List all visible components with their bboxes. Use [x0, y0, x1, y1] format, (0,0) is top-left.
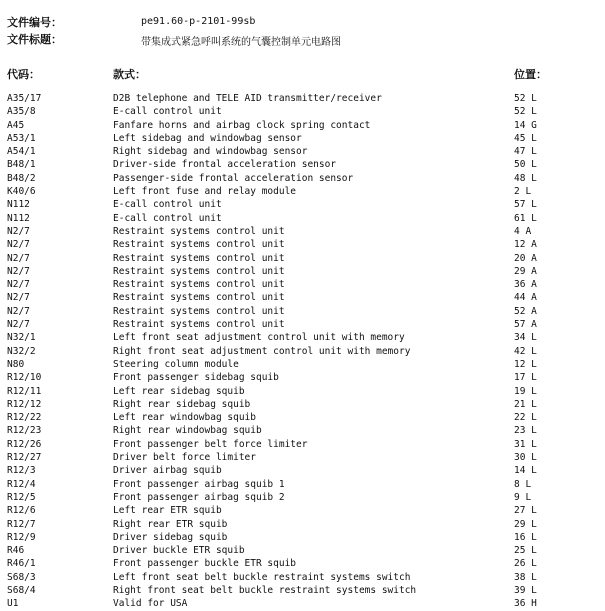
- component-code: A53/1: [7, 132, 36, 144]
- component-code: A35/17: [7, 93, 42, 104]
- component-location: 14 L: [514, 465, 537, 477]
- component-description: Right rear sidebag squib: [113, 398, 251, 410]
- component-code: A54/1: [7, 146, 36, 158]
- table-row: [0, 518, 605, 531]
- component-location: 27 L: [514, 505, 537, 517]
- table-row: [0, 291, 605, 304]
- component-location: 14 G: [514, 119, 537, 131]
- header-code: 代码：: [7, 68, 40, 81]
- table-row: [0, 305, 605, 318]
- component-location: 29 A: [514, 265, 537, 277]
- component-code: N2/7: [7, 225, 30, 237]
- component-location: 34 L: [514, 332, 537, 344]
- table-row: [0, 358, 605, 371]
- component-location: 8 L: [514, 478, 532, 490]
- table-row: [0, 158, 605, 171]
- table-row: [0, 225, 605, 238]
- component-location: 20 A: [514, 252, 537, 264]
- component-code: N32/2: [7, 345, 36, 357]
- table-row: [0, 557, 605, 570]
- component-code: N80: [7, 358, 25, 370]
- component-code: R12/10: [7, 372, 42, 384]
- component-location: 31 L: [514, 438, 537, 450]
- table-row: [0, 584, 605, 597]
- component-description: Restraint systems control unit: [113, 239, 285, 251]
- component-code: N112: [7, 212, 30, 224]
- header-loc: 位置：: [514, 68, 547, 81]
- component-code: N2/7: [7, 319, 30, 331]
- component-code: R12/27: [7, 452, 42, 464]
- component-location: 57 A: [514, 319, 537, 331]
- table-row: [0, 119, 605, 132]
- component-location: 50 L: [514, 159, 537, 171]
- table-row: [0, 571, 605, 584]
- component-code: N112: [7, 199, 30, 211]
- component-description: Right rear ETR squib: [113, 518, 228, 530]
- table-row: [0, 172, 605, 185]
- component-location: 36 A: [514, 279, 537, 291]
- table-row: [0, 345, 605, 358]
- component-description: Front passenger sidebag squib: [113, 372, 279, 384]
- component-description: Front passenger airbag squib 1: [113, 478, 285, 490]
- component-description: Restraint systems control unit: [113, 225, 285, 237]
- component-description: E-call control unit: [113, 212, 222, 224]
- component-location: 26 L: [514, 558, 537, 570]
- component-location: 30 L: [514, 452, 537, 464]
- table-row: [0, 451, 605, 464]
- component-description: Right front seat belt buckle restraint systems switch: [113, 584, 417, 596]
- component-description: Left rear sidebag squib: [113, 385, 245, 397]
- component-location: 44 A: [514, 292, 537, 304]
- component-description: Left front fuse and relay module: [113, 186, 297, 198]
- table-row: [0, 318, 605, 331]
- table-row: [0, 278, 605, 291]
- component-description: Driver airbag squib: [113, 465, 222, 477]
- component-description: Steering column module: [113, 358, 239, 370]
- table-row: [0, 544, 605, 557]
- component-code: A35/8: [7, 106, 36, 118]
- component-description: Restraint systems control unit: [113, 265, 285, 277]
- component-table: [0, 92, 605, 611]
- component-code: R46/1: [7, 558, 36, 570]
- component-location: 42 L: [514, 345, 537, 357]
- component-location: 12 L: [514, 358, 537, 370]
- component-description: Driver belt force limiter: [113, 452, 256, 464]
- component-code: S68/4: [7, 584, 36, 596]
- table-row: [0, 531, 605, 544]
- component-code: S68/3: [7, 571, 36, 583]
- component-description: Left front seat adjustment control unit with memory: [113, 332, 405, 344]
- doc-title-label: 文件标题：: [7, 33, 62, 46]
- component-location: 29 L: [514, 518, 537, 530]
- component-description: Restraint systems control unit: [113, 252, 285, 264]
- component-code: R12/3: [7, 465, 36, 477]
- component-description: Front passenger airbag squib 2: [113, 491, 285, 503]
- table-row: [0, 385, 605, 398]
- component-location: 61 L: [514, 212, 537, 224]
- component-description: Restraint systems control unit: [113, 279, 285, 291]
- component-location: 25 L: [514, 545, 537, 557]
- table-row: [0, 411, 605, 424]
- table-row: [0, 185, 605, 198]
- table-row: [0, 438, 605, 451]
- component-description: Right rear windowbag squib: [113, 425, 262, 437]
- table-row: [0, 145, 605, 158]
- component-code: R12/5: [7, 491, 36, 503]
- component-description: Left rear windowbag squib: [113, 412, 256, 424]
- doc-number-label: 文件编号：: [7, 16, 62, 29]
- table-row: [0, 132, 605, 145]
- component-description: Restraint systems control unit: [113, 305, 285, 317]
- component-location: 19 L: [514, 385, 537, 397]
- table-row: [0, 331, 605, 344]
- component-code: R12/12: [7, 398, 42, 410]
- table-row: [0, 92, 605, 105]
- component-code: R12/4: [7, 478, 36, 490]
- component-location: 2 L: [514, 186, 532, 198]
- component-code: N2/7: [7, 292, 30, 304]
- component-description: Driver-side frontal acceleration sensor: [113, 159, 337, 171]
- component-description: Left front seat belt buckle restraint systems switch: [113, 571, 411, 583]
- component-code: U1: [7, 598, 19, 610]
- component-description: E-call control unit: [113, 106, 222, 118]
- component-code: N2/7: [7, 279, 30, 291]
- component-code: N2/7: [7, 265, 30, 277]
- component-code: R12/7: [7, 518, 36, 530]
- component-description: Right sidebag and windowbag sensor: [113, 146, 308, 158]
- table-row: [0, 504, 605, 517]
- component-code: N2/7: [7, 305, 30, 317]
- component-location: 45 L: [514, 132, 537, 144]
- component-location: 17 L: [514, 372, 537, 384]
- component-location: 23 L: [514, 425, 537, 437]
- component-location: 12 A: [514, 239, 537, 251]
- component-code: N32/1: [7, 332, 36, 344]
- component-code: R12/26: [7, 438, 42, 450]
- component-location: 9 L: [514, 491, 532, 503]
- component-description: Restraint systems control unit: [113, 319, 285, 331]
- component-code: R12/23: [7, 425, 42, 437]
- component-location: 57 L: [514, 199, 537, 211]
- component-location: 39 L: [514, 584, 537, 596]
- component-description: Front passenger buckle ETR squib: [113, 558, 297, 570]
- component-description: Fanfare horns and airbag clock spring contact: [113, 119, 371, 131]
- component-description: D2B telephone and TELE AID transmitter/receiver: [113, 93, 382, 104]
- component-code: A45: [7, 119, 25, 131]
- component-description: Front passenger belt force limiter: [113, 438, 308, 450]
- table-row: [0, 105, 605, 118]
- component-location: 52 L: [514, 93, 537, 104]
- header-desc: 款式：: [113, 68, 146, 81]
- table-row: [0, 212, 605, 225]
- table-row: [0, 252, 605, 265]
- component-code: B48/1: [7, 159, 36, 171]
- component-description: E-call control unit: [113, 199, 222, 211]
- component-code: N2/7: [7, 239, 30, 251]
- doc-number-value: pe91.60-p-2101-99sb: [141, 16, 256, 27]
- component-code: K40/6: [7, 186, 36, 198]
- component-location: 52 L: [514, 106, 537, 118]
- component-location: 21 L: [514, 398, 537, 410]
- table-row: [0, 424, 605, 437]
- table-row: [0, 478, 605, 491]
- component-location: 38 L: [514, 571, 537, 583]
- component-code: R12/22: [7, 412, 42, 424]
- table-row: [0, 398, 605, 411]
- component-location: 47 L: [514, 146, 537, 158]
- component-location: 22 L: [514, 412, 537, 424]
- component-location: 52 A: [514, 305, 537, 317]
- component-description: Driver buckle ETR squib: [113, 545, 245, 557]
- table-row: [0, 464, 605, 477]
- component-location: 36 H: [514, 598, 537, 610]
- component-code: R12/6: [7, 505, 36, 517]
- component-description: Driver sidebag squib: [113, 531, 228, 543]
- component-description: Left rear ETR squib: [113, 505, 222, 517]
- component-description: Restraint systems control unit: [113, 292, 285, 304]
- component-description: Valid for USA: [113, 598, 188, 610]
- component-location: 48 L: [514, 172, 537, 184]
- table-row: [0, 238, 605, 251]
- component-code: B48/2: [7, 172, 36, 184]
- doc-title-value: 带集成式紧急呼叫系统的气囊控制单元电路图: [141, 37, 341, 48]
- table-row: [0, 198, 605, 211]
- component-code: R12/11: [7, 385, 42, 397]
- component-description: Left sidebag and windowbag sensor: [113, 132, 302, 144]
- component-location: 16 L: [514, 531, 537, 543]
- component-code: N2/7: [7, 252, 30, 264]
- component-description: Passenger-side frontal acceleration sensor: [113, 172, 354, 184]
- component-code: R46: [7, 545, 25, 557]
- component-description: Right front seat adjustment control unit with memory: [113, 345, 411, 357]
- component-code: R12/9: [7, 531, 36, 543]
- table-row: [0, 265, 605, 278]
- component-location: 4 A: [514, 225, 532, 237]
- table-row: [0, 491, 605, 504]
- table-row: [0, 371, 605, 384]
